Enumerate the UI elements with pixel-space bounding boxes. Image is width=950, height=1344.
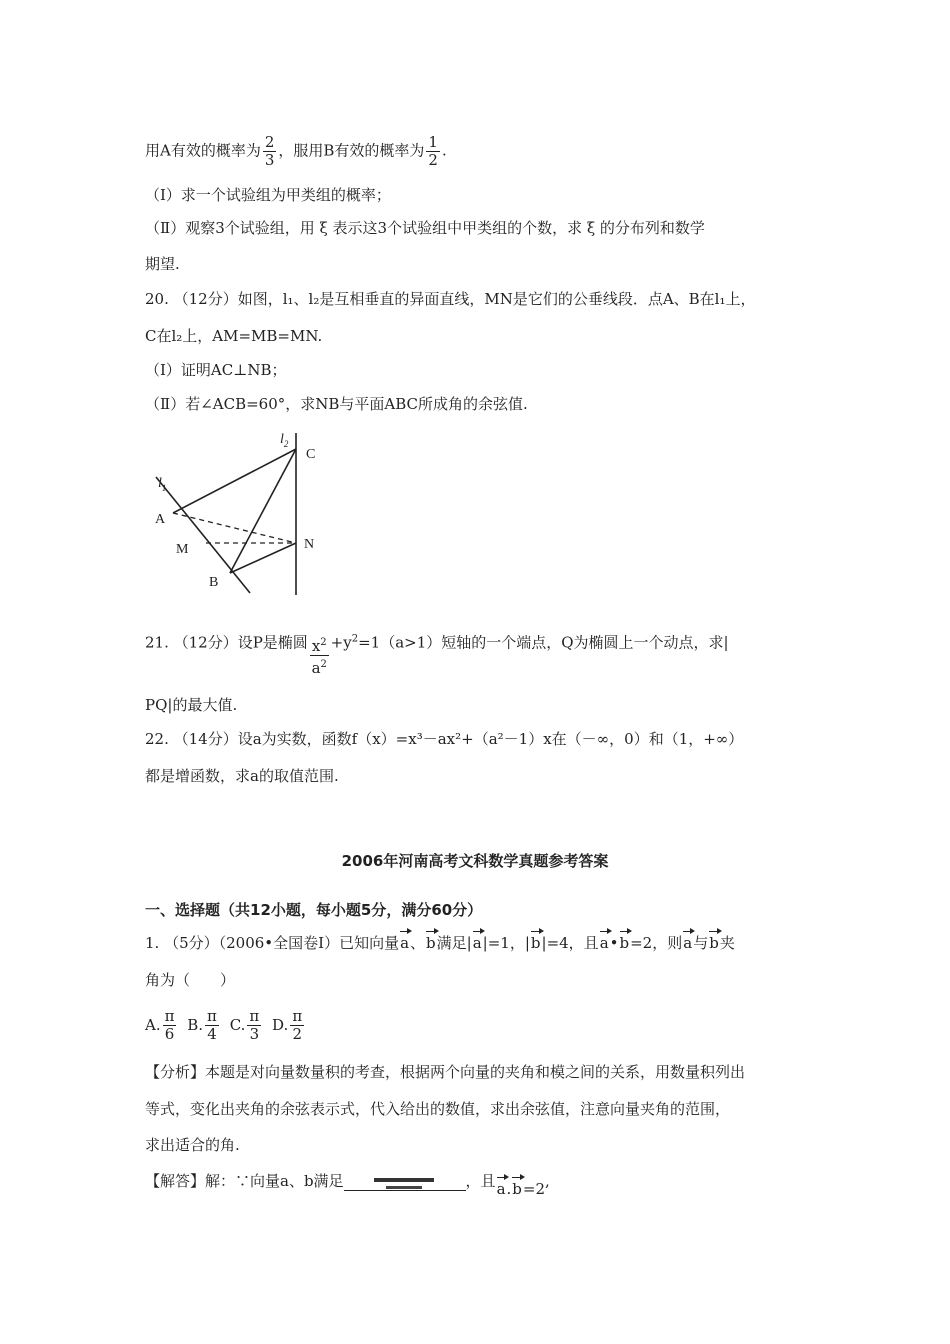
option-a: A. $\frac{\pi}{6}$ bbox=[145, 1007, 175, 1043]
q19-part1: （Ⅰ）求一个试验组为甲类组的概率； bbox=[145, 186, 391, 204]
ellipse-fraction: $\frac{x^2}{a^2}$ bbox=[310, 634, 329, 677]
geometry-figure bbox=[140, 425, 340, 605]
q20-line2: C在l₂上，AM=MB=MN. bbox=[145, 327, 323, 345]
prob19-text-line: 用A有效的概率为 $\frac{2}{3}$ ，服用B有效的概率为 $\frac{1}{2}$ . bbox=[145, 133, 447, 169]
analysis-line3: 求出适合的角. bbox=[145, 1136, 240, 1154]
vector-b: b bbox=[426, 934, 436, 952]
q21-line2: PQ|的最大值. bbox=[145, 696, 238, 714]
q21-line1: 21. （12分）设P是椭圆 $\frac{x^2}{a^2}$ $+y^2=1(a>1)$短轴的一个端点，Q为椭圆上一个动点，求| bbox=[145, 633, 729, 677]
vector-a: a bbox=[400, 934, 410, 952]
prob-b-text: ，服用B有效的概率为 bbox=[278, 141, 425, 160]
fraction-two-thirds: $\frac{2}{3}$ bbox=[264, 133, 275, 169]
option-b: B. $\frac{\pi}{4}$ bbox=[187, 1007, 217, 1043]
label-B: B bbox=[209, 575, 219, 590]
q22-line1: 22. （14分）设a为实数，函数f（x）=x³－ax²+（a²－1）x在（－∞，0）和（1，+∞） bbox=[145, 730, 744, 748]
segment-AC bbox=[173, 449, 296, 513]
answer1-line2: 角为（ ） bbox=[145, 971, 236, 989]
label-M: M bbox=[176, 542, 189, 557]
segment-AN bbox=[173, 513, 296, 543]
label-A: A bbox=[155, 512, 166, 527]
segment-BN bbox=[230, 543, 296, 573]
solution-line: 【解答】解：∵向量a、b满足 ，且a.b=2, bbox=[145, 1172, 550, 1198]
fraction-one-half: $\frac{1}{2}$ bbox=[428, 133, 438, 169]
q19-part2-line2: 期望. bbox=[145, 255, 180, 273]
q19-part2-line1: （Ⅱ）观察3个试验组，用 ξ 表示这3个试验组中甲类组的个数，求 ξ 的分布列和数学 bbox=[145, 219, 705, 237]
label-l2: $l_2$ bbox=[280, 432, 289, 449]
q20-line1: 20. （12分）如图，l₁、l₂是互相垂直的异面直线，MN是它们的公垂线段．点A、B在l₁上， bbox=[145, 290, 756, 308]
q20-part2: （Ⅱ）若∠ACB=60°，求NB与平面ABC所成角的余弦值. bbox=[145, 395, 528, 413]
q20-part1: （Ⅰ）证明AC⊥NB； bbox=[145, 361, 287, 379]
prob-a-text: 用A有效的概率为 bbox=[145, 141, 261, 160]
section-heading: 一、选择题（共12小题，每小题5分，满分60分） bbox=[145, 901, 483, 919]
blurred-formula bbox=[344, 1174, 466, 1191]
answer-title: 2006年河南高考文科数学真题参考答案 bbox=[341, 852, 609, 870]
segment-BC bbox=[230, 449, 296, 573]
option-c: C. $\frac{\pi}{3}$ bbox=[229, 1007, 260, 1043]
option-d: D. $\frac{\pi}{2}$ bbox=[272, 1007, 303, 1043]
analysis-line2: 等式，变化出夹角的余弦表示式，代入给出的数值，求出余弦值，注意向量夹角的范围， bbox=[145, 1100, 731, 1118]
analysis-line1: 【分析】本题是对向量数量积的考查，根据两个向量的夹角和模之间的关系，用数量积列出 bbox=[145, 1063, 746, 1081]
label-l1: $l_1$ bbox=[158, 476, 167, 493]
label-N: N bbox=[304, 537, 315, 552]
answer1-line1: 1. （5分）（2006•全国卷Ⅰ）已知向量a、b满足|a|=1，|b|=4，且a•b=2，则a与b夹 bbox=[145, 934, 735, 952]
q22-line2: 都是增函数，求a的取值范围. bbox=[145, 767, 339, 785]
answer-options bbox=[145, 1008, 306, 1043]
label-C: C bbox=[306, 447, 316, 462]
line-l1 bbox=[156, 477, 250, 593]
